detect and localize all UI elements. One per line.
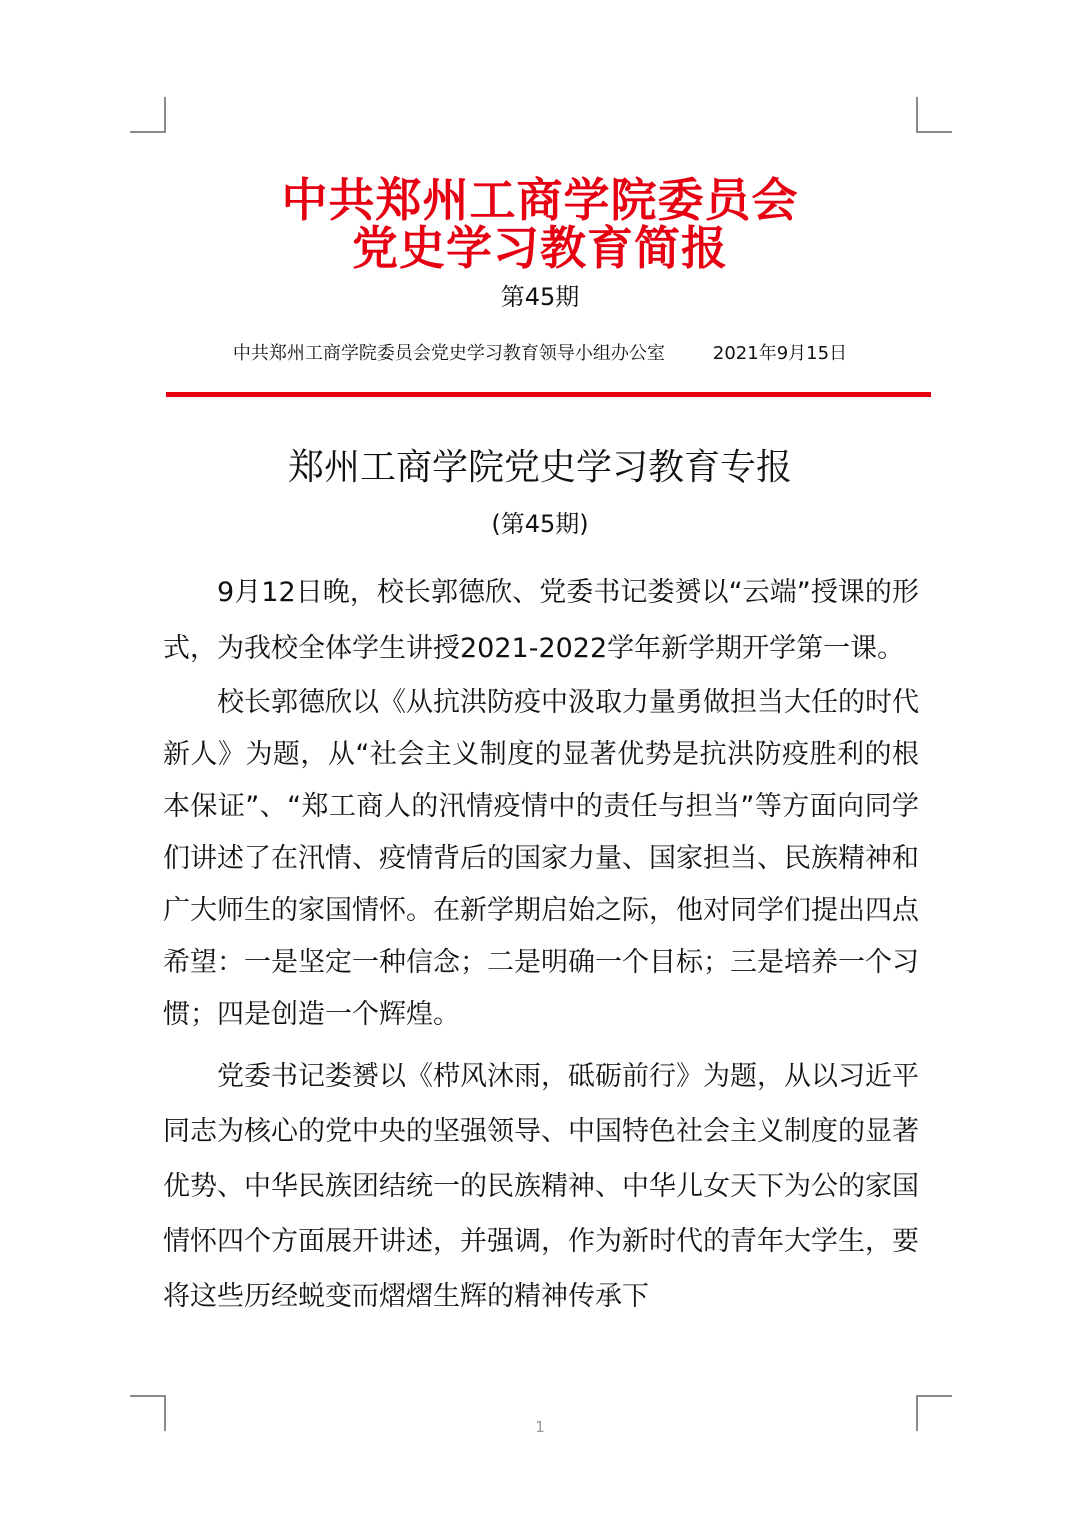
masthead-divider [166, 392, 931, 397]
paragraph: 校长郭德欣以《从抗洪防疫中汲取力量勇做担当大任的时代新人》为题，从“社会主义制度的显著优势是抗洪防疫胜利的根本保证”、“郑工商人的汛情疫情中的责任与担当”等方面向同学们讲述了在汛情、疫情背后的国家力量、国家担当、民族精神和广大师生的家国情怀。在新学期启始之际，他对同学们提出四点希望：一是坚定一种信念；二是明确一个目标；三是培养一个习惯；四是创造一个辉煌。 [163, 687, 919, 1030]
crop-mark-top-left [130, 97, 166, 133]
issue-date: 2021年9月15日 [712, 343, 848, 364]
masthead-title: 中共郑州工商学院委员会 [281, 173, 799, 227]
article-body [163, 565, 919, 1324]
page-number: 1 [535, 1418, 545, 1436]
article-title: 郑州工商学院党史学习教育专报 [287, 447, 792, 488]
crop-mark-top-right [916, 97, 952, 133]
paragraph: 9月12日晚，校长郭德欣、党委书记娄赟以“云端”授课的形式，为我校全体学生讲授2021-2022学年新学期开学第一课。 [163, 577, 919, 664]
issuing-office: 中共郑州工商学院委员会党史学习教育领导小组办公室 [232, 343, 665, 364]
paragraph: 党委书记娄赟以《栉风沐雨，砥砺前行》为题，从以习近平同志为核心的党中央的坚强领导、中国特色社会主义制度的显著优势、中华民族团结统一的民族精神、中华儿女天下为公的家国情怀四个方面展开讲述，并强调，作为新时代的青年大学生，要将这些历经蜕变而熠熠生辉的精神传承下 [163, 1061, 919, 1312]
masthead-meta [0, 340, 1080, 368]
article-issue: (第45期) [491, 510, 589, 538]
masthead-subtitle: 党史学习教育简报 [352, 221, 728, 275]
issue-number: 第45期 [500, 283, 580, 311]
